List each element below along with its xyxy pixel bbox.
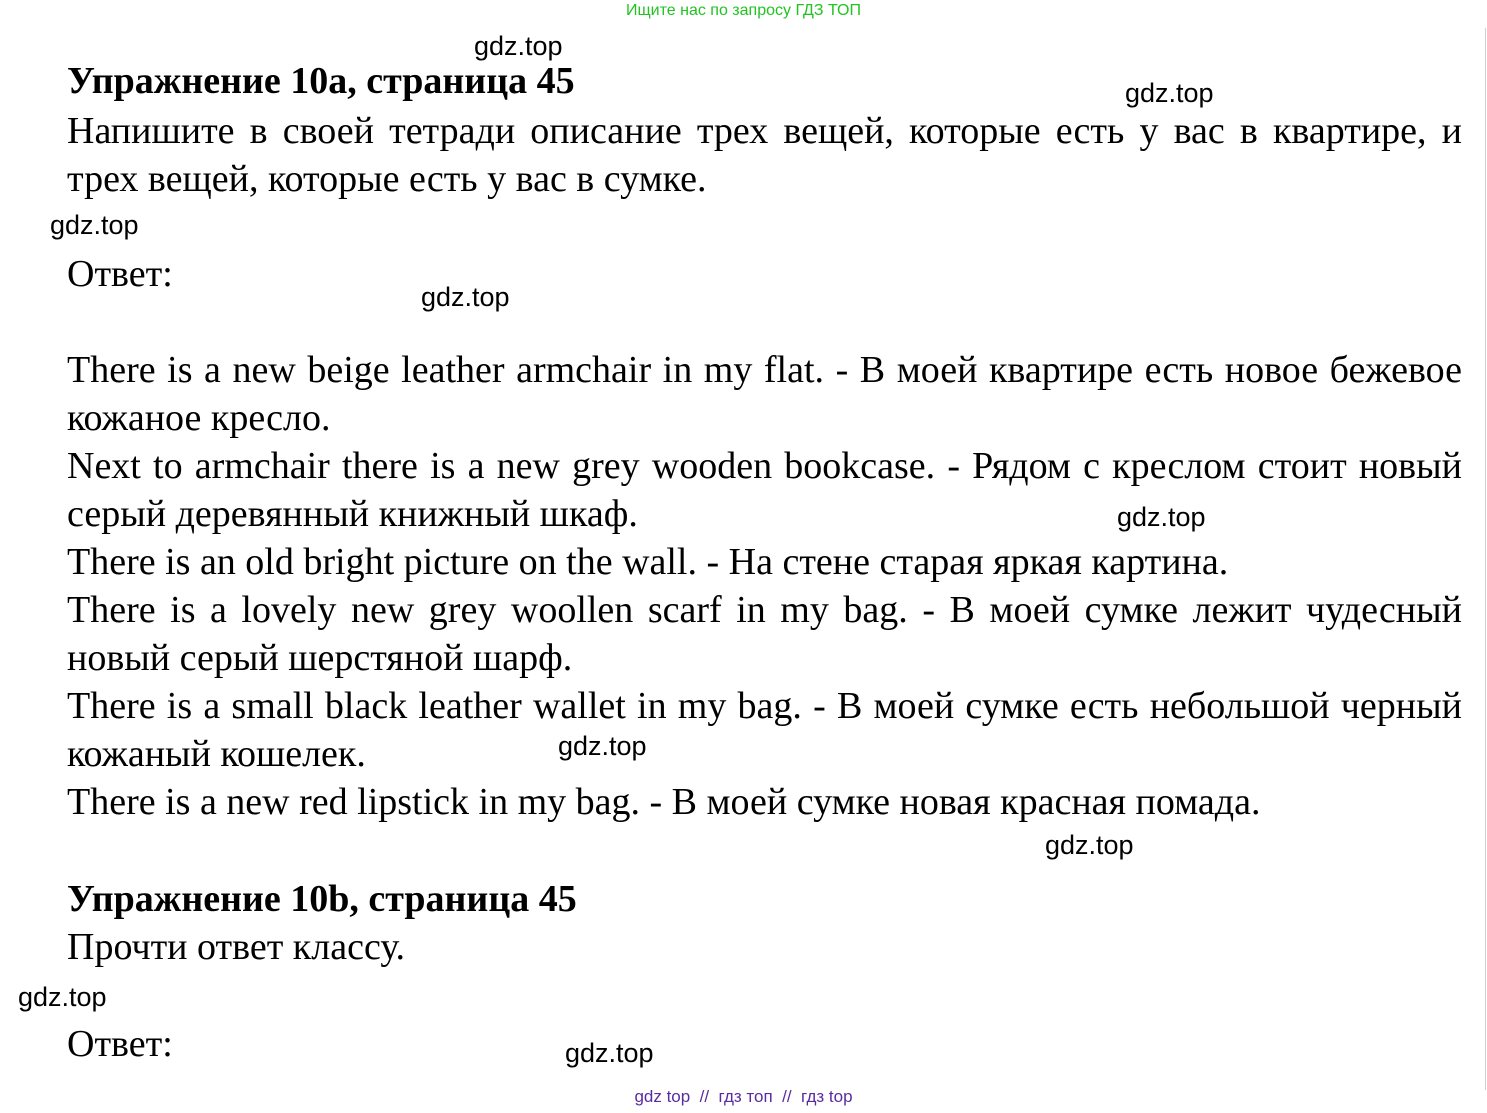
answer-line-2: Next to armchair there is a new grey wooden bookcase. - Рядом с креслом стоит новый серый деревянный книжный шкаф. — [67, 445, 1462, 535]
watermark: gdz.top — [18, 982, 107, 1012]
exercise-10b-answer-label: Ответ: — [67, 1023, 173, 1065]
exercise-10b-task: Прочти ответ классу. — [67, 926, 406, 968]
exercise-10a-task: Напишите в своей тетради описание трех вещей, которые есть у вас в квартире, и трех вещей, которые есть у вас в сумке. — [67, 110, 1462, 200]
answer-line-5: There is a small black leather wallet in my bag. - В моей сумке есть небольшой черный кожаный кошелек. — [67, 685, 1462, 775]
page-edge-divider — [1485, 28, 1486, 1090]
watermark: gdz.top — [50, 210, 139, 240]
exercise-10a-answer-label: Ответ: — [67, 253, 173, 295]
answer-line-3: There is an old bright picture on the wall. - На стене старая яркая картина. — [67, 541, 1229, 583]
watermark: gdz.top — [1045, 830, 1134, 860]
watermark: gdz.top — [1117, 502, 1206, 532]
watermark: gdz.top — [565, 1038, 654, 1068]
watermark: gdz.top — [421, 282, 510, 312]
answer-line-6: There is a new red lipstick in my bag. - В моей сумке новая красная помада. — [67, 781, 1261, 823]
answer-line-4: There is a lovely new grey woollen scarf in my bag. - В моей сумке лежит чудесный новый серый шерстяной шарф. — [67, 589, 1462, 679]
exercise-10b-title: Упражнение 10b, страница 45 — [67, 878, 577, 920]
watermark: gdz.top — [474, 31, 563, 61]
watermark: gdz.top — [558, 731, 647, 761]
footer-links: gdz top // гдз топ // гдз top — [634, 1087, 853, 1106]
search-banner: Ищите нас по запросу ГДЗ ТОП — [626, 2, 861, 19]
exercise-10a-title: Упражнение 10a, страница 45 — [67, 60, 575, 102]
answer-line-1: There is a new beige leather armchair in my flat. - В моей квартире есть новое бежевое кожаное кресло. — [67, 349, 1462, 439]
watermark: gdz.top — [1125, 78, 1214, 108]
